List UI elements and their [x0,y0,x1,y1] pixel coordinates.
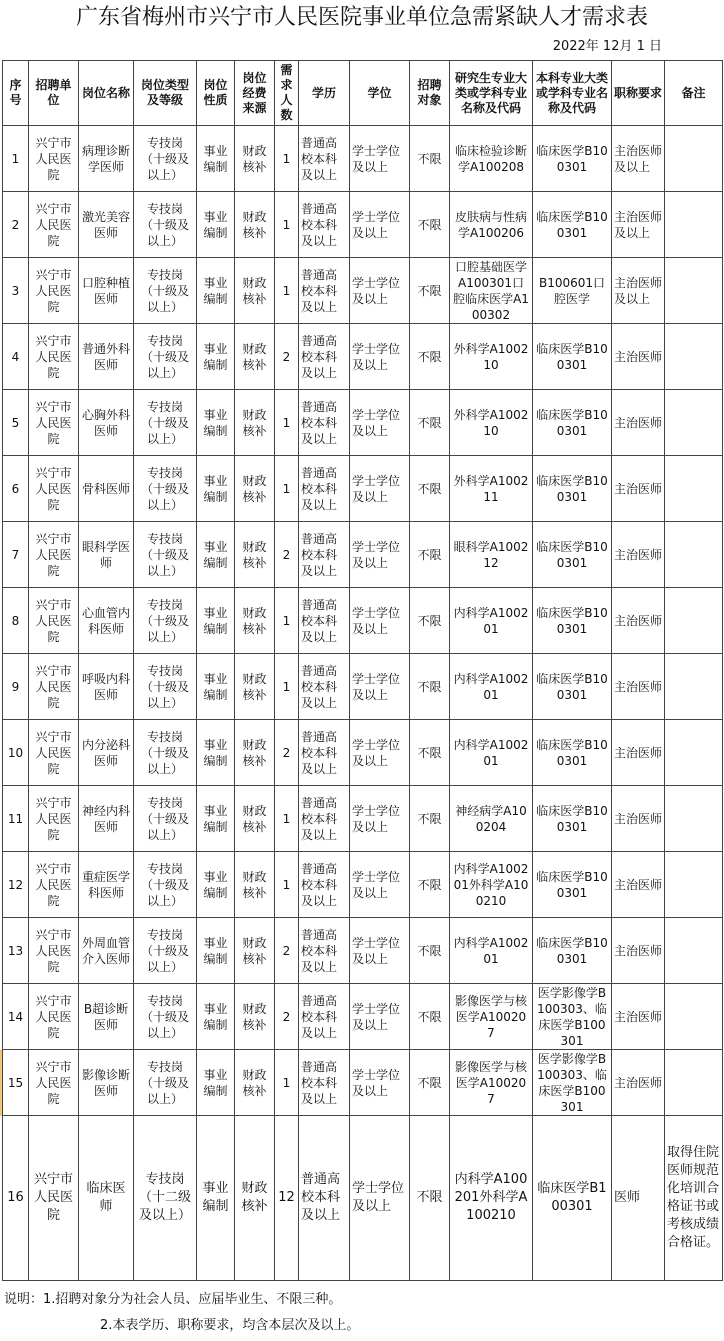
header-cell: 备注 [665,61,723,126]
cell-undergraduate-major: B100601口腔医学 [533,258,612,324]
cell-undergraduate-major: 医学影像学B100303、临床医学B100301 [533,984,612,1050]
cell-education: 普通高校本科及以上 [299,390,350,456]
cell-graduate-major: 内科学A100201 [450,720,533,786]
cell-number: 14 [3,984,29,1050]
cell-degree: 学士学位及以上 [350,1116,410,1281]
cell-graduate-major: 口腔基础医学A100301口腔临床医学A100302 [450,258,533,324]
cell-remark [665,390,723,456]
table-row [3,918,723,984]
cell-remark [665,588,723,654]
cell-post-type: 专技岗（十级及以上） [134,1050,197,1116]
table-row [3,720,723,786]
cell-graduate-major: 外科学A100210 [450,390,533,456]
cell-target: 不限 [410,654,450,720]
cell-remark [665,654,723,720]
cell-education: 普通高校本科及以上 [299,456,350,522]
cell-target: 不限 [410,984,450,1050]
cell-post-nature: 事业编制 [197,258,235,324]
cell-post-type: 专技岗（十级及以上） [134,984,197,1050]
cell-number: 4 [3,324,29,390]
cell-target: 不限 [410,786,450,852]
cell-headcount: 1 [275,390,299,456]
cell-unit: 兴宁市人民医院 [29,324,79,390]
cell-post-name: 临床医师 [79,1116,134,1281]
table-row [3,390,723,456]
cell-title-requirement: 主治医师 [612,1050,665,1116]
table-row [3,588,723,654]
cell-title-requirement: 主治医师 [612,456,665,522]
header-cell: 研究生专业大类或学科专业名称及代码 [450,61,533,126]
cell-unit: 兴宁市人民医院 [29,984,79,1050]
cell-title-requirement: 主治医师 [612,654,665,720]
cell-number: 1 [3,126,29,192]
cell-education: 普通高校本科及以上 [299,654,350,720]
cell-number: 12 [3,852,29,918]
cell-education: 普通高校本科及以上 [299,324,350,390]
table-row [3,1050,723,1116]
cell-post-nature: 事业编制 [197,126,235,192]
cell-post-nature: 事业编制 [197,1116,235,1281]
cell-title-requirement: 主治医师 [612,852,665,918]
cell-degree: 学士学位及以上 [350,192,410,258]
cell-headcount: 1 [275,456,299,522]
cell-graduate-major: 外科学A100210 [450,324,533,390]
header-cell: 需求人数 [275,61,299,126]
cell-post-type: 专技岗（十级及以上） [134,720,197,786]
cell-undergraduate-major: 临床医学B100301 [533,192,612,258]
cell-remark [665,324,723,390]
cell-title-requirement: 主治医师 [612,390,665,456]
cell-graduate-major: 神经病学A100204 [450,786,533,852]
cell-graduate-major: 外科学A100211 [450,456,533,522]
cell-number: 16 [3,1116,29,1281]
cell-post-name: 心血管内科医师 [79,588,134,654]
table-row [3,126,723,192]
cell-degree: 学士学位及以上 [350,588,410,654]
cell-education: 普通高校本科及以上 [299,522,350,588]
document-title: 广东省梅州市兴宁市人民医院事业单位急需紧缺人才需求表 [75,5,648,30]
cell-remark [665,852,723,918]
table-row [3,654,723,720]
cell-degree: 学士学位及以上 [350,918,410,984]
header-cell: 学历 [299,61,350,126]
cell-number: 7 [3,522,29,588]
cell-target: 不限 [410,1116,450,1281]
cell-education: 普通高校本科及以上 [299,192,350,258]
header-cell: 招聘单位 [29,61,79,126]
note-line: 说明：1.招聘对象分为社会人员、应届毕业生、不限三种。 [4,1292,342,1307]
cell-fund-source: 财政核补 [235,1116,275,1281]
cell-undergraduate-major: 临床医学B100301 [533,786,612,852]
cell-education: 普通高校本科及以上 [299,258,350,324]
cell-post-type: 专技岗（十级及以上） [134,522,197,588]
cell-post-name: 骨科医师 [79,456,134,522]
cell-title-requirement: 主治医师及以上 [612,258,665,324]
cell-post-type: 专技岗（十级及以上） [134,192,197,258]
document-date: 2022年 12月 1 日 [552,39,662,54]
cell-graduate-major: 影像医学与核医学A100207 [450,984,533,1050]
cell-target: 不限 [410,1050,450,1116]
cell-undergraduate-major: 临床医学B100301 [533,456,612,522]
cell-education: 普通高校本科及以上 [299,720,350,786]
cell-unit: 兴宁市人民医院 [29,456,79,522]
cell-degree: 学士学位及以上 [350,852,410,918]
cell-fund-source: 财政核补 [235,588,275,654]
cell-title-requirement: 主治医师 [612,984,665,1050]
cell-education: 普通高校本科及以上 [299,1050,350,1116]
cell-number: 2 [3,192,29,258]
cell-degree: 学士学位及以上 [350,324,410,390]
table-row [3,852,723,918]
cell-remark [665,522,723,588]
cell-post-type: 专技岗（十级及以上） [134,654,197,720]
cell-headcount: 1 [275,1050,299,1116]
cell-post-name: 内分泌科医师 [79,720,134,786]
cell-undergraduate-major: 临床医学B100301 [533,654,612,720]
cell-education: 普通高校本科及以上 [299,918,350,984]
cell-remark [665,984,723,1050]
cell-post-name: 激光美容医师 [79,192,134,258]
cell-number: 8 [3,588,29,654]
cell-post-nature: 事业编制 [197,192,235,258]
cell-post-type: 专技岗（十级及以上） [134,588,197,654]
cell-headcount: 2 [275,720,299,786]
cell-degree: 学士学位及以上 [350,654,410,720]
cell-headcount: 2 [275,522,299,588]
cell-post-nature: 事业编制 [197,522,235,588]
cell-remark [665,1050,723,1116]
cell-post-name: 口腔种植医师 [79,258,134,324]
cell-undergraduate-major: 临床医学B100301 [533,390,612,456]
cell-post-name: 影像诊断医师 [79,1050,134,1116]
cell-post-name: 眼科学医师 [79,522,134,588]
cell-headcount: 1 [275,192,299,258]
cell-fund-source: 财政核补 [235,852,275,918]
table-row [3,984,723,1050]
cell-graduate-major: 临床检验诊断学A100208 [450,126,533,192]
cell-unit: 兴宁市人民医院 [29,1116,79,1281]
cell-post-name: 普通外科医师 [79,324,134,390]
cell-education: 普通高校本科及以上 [299,126,350,192]
cell-fund-source: 财政核补 [235,456,275,522]
cell-title-requirement: 主治医师 [612,588,665,654]
cell-education: 普通高校本科及以上 [299,984,350,1050]
cell-unit: 兴宁市人民医院 [29,390,79,456]
table-row [3,522,723,588]
cell-headcount: 1 [275,588,299,654]
cell-post-type: 专技岗（十级及以上） [134,852,197,918]
cell-undergraduate-major: 临床医学B100301 [533,588,612,654]
note-line: 2.本表学历、职称要求，均含本层次及以上。 [100,1318,360,1333]
cell-title-requirement: 主治医师 [612,720,665,786]
cell-headcount: 1 [275,852,299,918]
cell-post-name: 病理诊断学医师 [79,126,134,192]
cell-number: 10 [3,720,29,786]
cell-target: 不限 [410,126,450,192]
table-row [3,1116,723,1281]
cell-undergraduate-major: 临床医学B100301 [533,324,612,390]
cell-fund-source: 财政核补 [235,390,275,456]
cell-fund-source: 财政核补 [235,720,275,786]
cell-remark [665,192,723,258]
cell-unit: 兴宁市人民医院 [29,258,79,324]
cell-number: 3 [3,258,29,324]
cell-undergraduate-major: 临床医学B100301 [533,918,612,984]
cell-post-nature: 事业编制 [197,786,235,852]
cell-graduate-major: 内科学A100201 [450,588,533,654]
cell-post-nature: 事业编制 [197,1050,235,1116]
cell-fund-source: 财政核补 [235,984,275,1050]
cell-post-name: 心胸外科医师 [79,390,134,456]
cell-post-type: 专技岗（十二级及以上） [134,1116,197,1281]
cell-undergraduate-major: 临床医学B100301 [533,720,612,786]
cell-fund-source: 财政核补 [235,324,275,390]
cell-headcount: 1 [275,126,299,192]
cell-degree: 学士学位及以上 [350,1050,410,1116]
cell-target: 不限 [410,192,450,258]
cell-post-type: 专技岗（十级及以上） [134,918,197,984]
cell-post-name: 神经内科医师 [79,786,134,852]
cell-fund-source: 财政核补 [235,192,275,258]
header-cell: 招聘对象 [410,61,450,126]
cell-title-requirement: 主治医师及以上 [612,192,665,258]
cell-post-name: 重症医学科医师 [79,852,134,918]
cell-fund-source: 财政核补 [235,918,275,984]
cell-education: 普通高校本科及以上 [299,786,350,852]
cell-number: 13 [3,918,29,984]
cell-unit: 兴宁市人民医院 [29,1050,79,1116]
header-cell: 学位 [350,61,410,126]
cell-target: 不限 [410,720,450,786]
cell-unit: 兴宁市人民医院 [29,192,79,258]
cell-unit: 兴宁市人民医院 [29,126,79,192]
cell-degree: 学士学位及以上 [350,258,410,324]
cell-degree: 学士学位及以上 [350,984,410,1050]
cell-undergraduate-major: 临床医学B100301 [533,1116,612,1281]
cell-education: 普通高校本科及以上 [299,588,350,654]
cell-unit: 兴宁市人民医院 [29,522,79,588]
cell-undergraduate-major: 临床医学B100301 [533,522,612,588]
table-row [3,192,723,258]
cell-graduate-major: 内科学A100201 [450,654,533,720]
selected-row-marker [0,1050,2,1116]
cell-graduate-major: 眼科学A100212 [450,522,533,588]
cell-number: 9 [3,654,29,720]
cell-degree: 学士学位及以上 [350,390,410,456]
cell-headcount: 1 [275,786,299,852]
cell-post-nature: 事业编制 [197,456,235,522]
recruitment-table [2,60,723,1281]
cell-title-requirement: 主治医师 [612,918,665,984]
cell-remark [665,126,723,192]
cell-unit: 兴宁市人民医院 [29,588,79,654]
cell-title-requirement: 主治医师及以上 [612,126,665,192]
cell-post-nature: 事业编制 [197,852,235,918]
cell-headcount: 12 [275,1116,299,1281]
cell-post-type: 专技岗（十级及以上） [134,258,197,324]
cell-remark [665,258,723,324]
cell-post-nature: 事业编制 [197,390,235,456]
cell-undergraduate-major: 临床医学B100301 [533,852,612,918]
cell-remark [665,918,723,984]
cell-fund-source: 财政核补 [235,126,275,192]
cell-degree: 学士学位及以上 [350,126,410,192]
header-cell: 本科专业大类或学科专业名称及代码 [533,61,612,126]
cell-unit: 兴宁市人民医院 [29,918,79,984]
cell-degree: 学士学位及以上 [350,456,410,522]
cell-title-requirement: 主治医师 [612,324,665,390]
header-cell: 职称要求 [612,61,665,126]
cell-fund-source: 财政核补 [235,1050,275,1116]
cell-post-nature: 事业编制 [197,918,235,984]
cell-target: 不限 [410,390,450,456]
cell-target: 不限 [410,522,450,588]
cell-unit: 兴宁市人民医院 [29,786,79,852]
cell-post-name: 外周血管介入医师 [79,918,134,984]
cell-number: 11 [3,786,29,852]
cell-degree: 学士学位及以上 [350,786,410,852]
cell-post-type: 专技岗（十级及以上） [134,324,197,390]
header-cell: 岗位经费来源 [235,61,275,126]
cell-undergraduate-major: 医学影像学B100303、临床医学B100301 [533,1050,612,1116]
cell-post-type: 专技岗（十级及以上） [134,786,197,852]
cell-target: 不限 [410,258,450,324]
cell-post-nature: 事业编制 [197,324,235,390]
cell-headcount: 2 [275,918,299,984]
cell-undergraduate-major: 临床医学B100301 [533,126,612,192]
header-cell: 岗位名称 [79,61,134,126]
cell-post-type: 专技岗（十级及以上） [134,126,197,192]
cell-post-name: 呼吸内科医师 [79,654,134,720]
cell-headcount: 1 [275,258,299,324]
cell-post-name: B超诊断医师 [79,984,134,1050]
cell-unit: 兴宁市人民医院 [29,654,79,720]
cell-remark [665,720,723,786]
cell-unit: 兴宁市人民医院 [29,852,79,918]
cell-degree: 学士学位及以上 [350,522,410,588]
table-body [3,126,723,1281]
cell-post-nature: 事业编制 [197,588,235,654]
cell-remark: 取得住院医师规范化培训合格证书或考核成绩合格证。 [665,1116,723,1281]
table-row [3,786,723,852]
cell-fund-source: 财政核补 [235,522,275,588]
cell-number: 6 [3,456,29,522]
cell-headcount: 1 [275,654,299,720]
cell-target: 不限 [410,918,450,984]
header-cell: 岗位性质 [197,61,235,126]
cell-graduate-major: 内科学A100201外科学A100210 [450,1116,533,1281]
cell-education: 普通高校本科及以上 [299,852,350,918]
cell-fund-source: 财政核补 [235,786,275,852]
cell-unit: 兴宁市人民医院 [29,720,79,786]
cell-post-nature: 事业编制 [197,720,235,786]
cell-graduate-major: 影像医学与核医学A100207 [450,1050,533,1116]
cell-graduate-major: 内科学A100201外科学A100210 [450,852,533,918]
cell-headcount: 2 [275,984,299,1050]
cell-post-type: 专技岗（十级及以上） [134,456,197,522]
table-row [3,258,723,324]
table-row [3,456,723,522]
cell-target: 不限 [410,588,450,654]
notes [4,1287,720,1339]
cell-post-nature: 事业编制 [197,984,235,1050]
cell-graduate-major: 内科学A100201 [450,918,533,984]
cell-title-requirement: 主治医师 [612,786,665,852]
header-cell: 序号 [3,61,29,126]
cell-post-nature: 事业编制 [197,654,235,720]
cell-target: 不限 [410,456,450,522]
table-header-row [3,61,723,126]
cell-remark [665,456,723,522]
cell-degree: 学士学位及以上 [350,720,410,786]
cell-headcount: 2 [275,324,299,390]
table-row [3,324,723,390]
cell-graduate-major: 皮肤病与性病学A100206 [450,192,533,258]
cell-number: 15 [3,1050,29,1116]
cell-education: 普通高校本科及以上 [299,1116,350,1281]
cell-fund-source: 财政核补 [235,654,275,720]
cell-target: 不限 [410,852,450,918]
cell-title-requirement: 主治医师 [612,522,665,588]
header-cell: 岗位类型及等级 [134,61,197,126]
cell-fund-source: 财政核补 [235,258,275,324]
cell-title-requirement: 医师 [612,1116,665,1281]
cell-post-type: 专技岗（十级及以上） [134,390,197,456]
cell-number: 5 [3,390,29,456]
cell-remark [665,786,723,852]
cell-target: 不限 [410,324,450,390]
